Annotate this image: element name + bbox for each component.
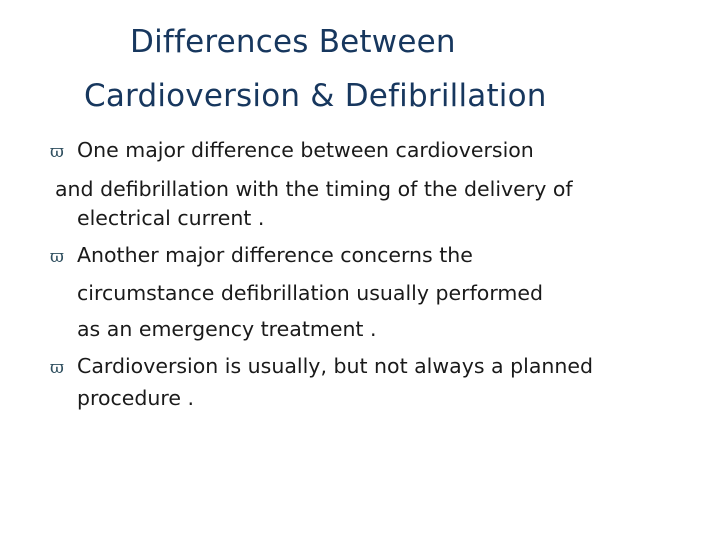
bullet-1-icon: ϖ — [50, 142, 64, 162]
bullet-3-icon: ϖ — [50, 358, 64, 378]
bullet-2-line-2: circumstance defibrillation usually performed — [77, 281, 544, 305]
bullet-3-line-1: Cardioversion is usually, but not always a planned — [77, 354, 593, 378]
bullet-3-line-2: procedure . — [77, 386, 195, 410]
slide-title-line-2: Cardioversion & Defibrillation — [84, 78, 547, 114]
bullet-2-line-1: Another major difference concerns the — [77, 243, 473, 267]
bullet-1-line-2: and defibrillation with the timing of the delivery of — [55, 177, 573, 201]
bullet-2-icon: ϖ — [50, 247, 64, 267]
bullet-2-line-3: as an emergency treatment . — [77, 317, 377, 341]
bullet-1-line-3: electrical current . — [77, 206, 265, 230]
slide-title-line-1: Differences Between — [130, 24, 456, 60]
bullet-1-line-1: One major difference between cardioversion — [77, 138, 534, 162]
